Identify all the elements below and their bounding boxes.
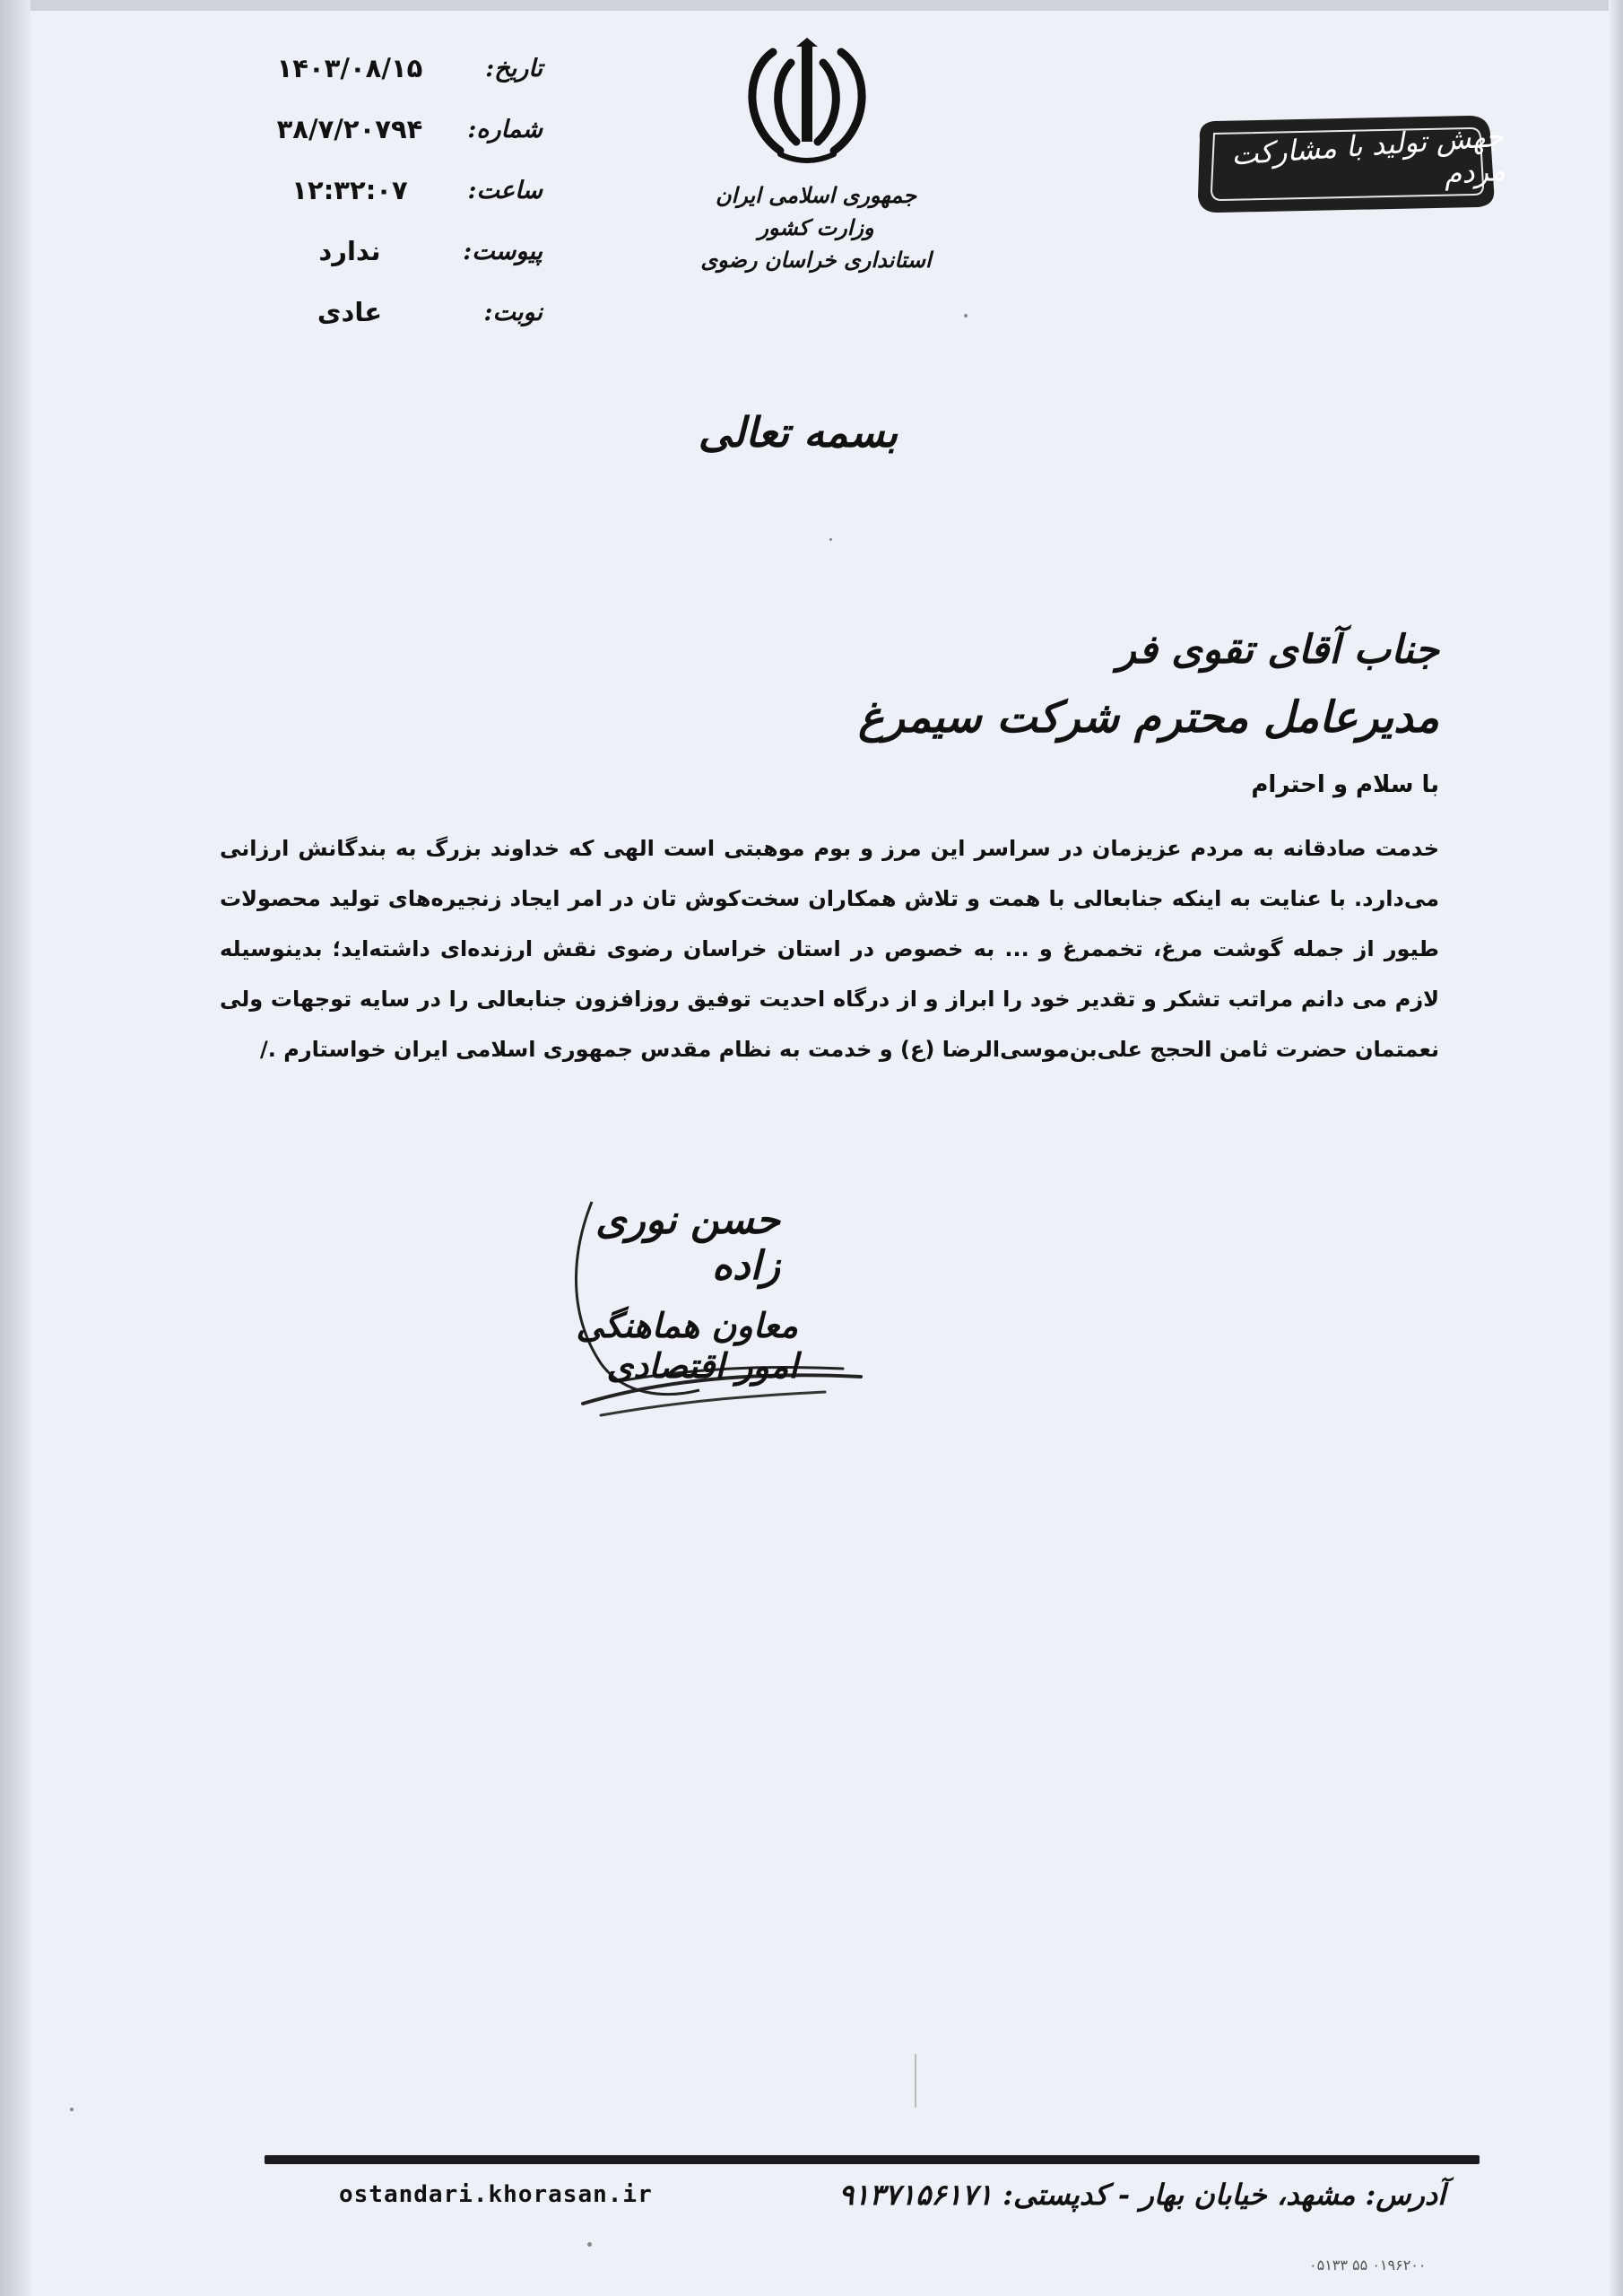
attachment-row [229,221,542,282]
scan-speck [915,2054,916,2108]
attachment-value: ندارد [318,236,381,266]
issuer-ministry: وزارت کشور [758,214,874,240]
footer-phone: ۰۵۱۳۳ ۵۵ ۰۱۹۶۲۰۰ [1309,2257,1427,2274]
priority-label: نوبت: [483,298,542,326]
salutation: با سلام و احترام [1251,771,1439,798]
number-row [229,99,542,160]
slogan-text: جهش تولید با مشارکت مردم [1229,118,1507,192]
scan-speck [587,2242,592,2247]
footer-divider [265,2155,1480,2164]
scan-speck [964,314,968,317]
date-label: تاریخ: [485,54,542,83]
priority-row [229,282,542,343]
time-value: ۱۲:۳۲:۰۷ [291,175,408,205]
iran-emblem-icon [717,36,897,170]
number-label: شماره: [467,115,542,144]
signatory-name: حسن نوری زاده [595,1197,780,1289]
recipient-block [812,619,1439,753]
signatory-title: معاون هماهنگی امور اقتصادی [576,1305,798,1386]
priority-value: عادی [317,297,383,327]
footer-website: ostandari.khorasan.ir [339,2181,653,2208]
attachment-label: پیوست: [463,237,542,265]
bism-heading: بسمه تعالی [698,408,898,457]
date-row [229,38,542,99]
time-label: ساعت: [467,176,542,204]
letter-body: خدمت صادقانه به مردم عزیزمان در سراسر این مرز و بوم موهبتی است الهی که خداوند بزرگ به بندگانش ارزانی می‌دارد. با عنایت به اینکه جنابعالی با همت و تلاش همکاران سخت‌کوش تان در امر ایجاد زنجیره‌های تولید محصولات طیور از جمله گوشت مرغ، تخممرغ و ... به خصوص در استان خراسان رضوی نقش ارزنده‌ای داشته‌اید؛ بدینوسیله لازم می دانم مراتب تشکر و تقدیر خود را ابراز و از درگاه احدیت توفیق روزافزون جنابعالی را در سایه توجهات ولی نعمتمان حضرت ثامن الحجج علی‌بن‌موسی‌الرضا (ع) و خدمت به نظام مقدس جمهوری اسلامی ایران خواستارم ./ [220,836,1439,1062]
scan-edge-left [0,0,30,2296]
scan-speck [829,538,832,541]
footer-address: آدرس: مشهد، خیابان بهار - کدپستی: ۹۱۳۷۱۵۶۱۷۱ [838,2178,1445,2212]
recipient-title: مدیرعامل محترم شرکت سیمرغ [858,692,1439,743]
recipient-name: جناب آقای تقوی فر [1116,627,1439,673]
scan-edge-right [1609,0,1623,2296]
scan-speck [70,2108,74,2111]
date-value: ۱۴۰۳/۰۸/۱۵ [276,53,423,83]
issuer-governorate: استانداری خراسان رضوی [700,247,932,273]
number-value: ۳۸/۷/۲۰۷۹۴ [276,114,423,144]
scan-edge-top [0,0,1623,11]
time-row [229,160,542,221]
issuer-country: جمهوری اسلامی ایران [715,182,917,208]
issuer-block [699,179,933,276]
letter-metadata [229,38,542,343]
